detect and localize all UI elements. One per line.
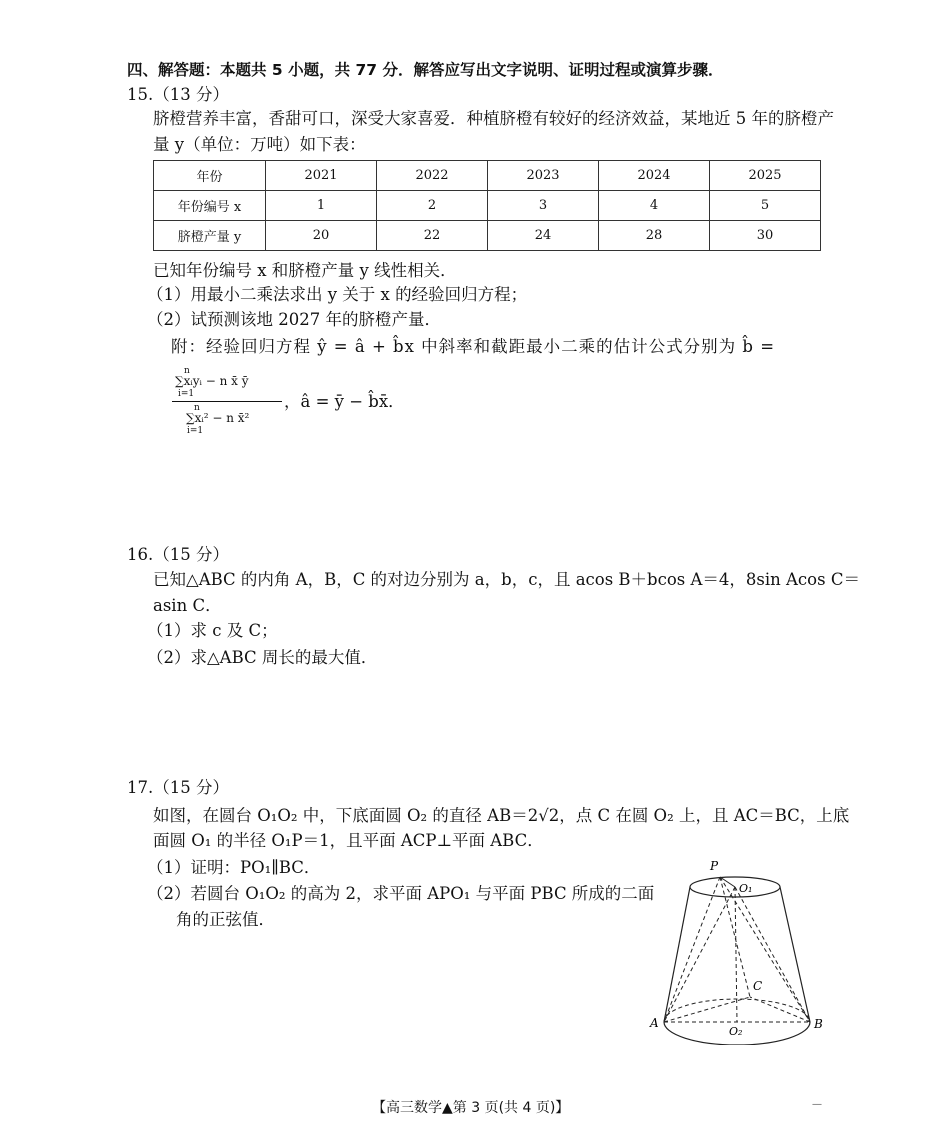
yield-cell: 28 bbox=[599, 221, 710, 251]
row-label-year: 年份 bbox=[154, 161, 266, 191]
q17-line1: 如图，在圆台 O₁O₂ 中，下底面圆 O₂ 的直径 AB＝2√2，点 C 在圆 O₂ 上，且 AC＝BC，上底 bbox=[153, 806, 850, 825]
q17-number: 17.（15 分） bbox=[127, 778, 229, 797]
label-a: A bbox=[650, 1016, 659, 1030]
q16-part2: （2）求△ABC 周长的最大值． bbox=[147, 648, 378, 667]
frustum-figure bbox=[640, 850, 840, 1045]
q16-number: 16.（15 分） bbox=[127, 545, 229, 564]
code-cell: 3 bbox=[488, 191, 599, 221]
code-cell: 4 bbox=[599, 191, 710, 221]
q17-part1: （1）证明：PO₁∥BC． bbox=[147, 858, 321, 877]
corner-mark: — bbox=[812, 1099, 822, 1110]
yield-cell: 30 bbox=[710, 221, 821, 251]
code-cell: 1 bbox=[266, 191, 377, 221]
q15-intro-1: 脐橙营养丰富，香甜可口，深受大家喜爱．种植脐橙有较好的经济效益，某地近 5 年的脐橙产 bbox=[153, 109, 834, 128]
section-title: 四、解答题：本题共 5 小题，共 77 分．解答应写出文字说明、证明过程或演算步骤． bbox=[127, 61, 724, 79]
yield-table bbox=[153, 160, 821, 251]
sum-bottom-num: i=1 bbox=[178, 389, 195, 399]
year-cell: 2024 bbox=[599, 161, 710, 191]
code-cell: 5 bbox=[710, 191, 821, 221]
q15-number: 15.（13 分） bbox=[127, 85, 229, 104]
label-c: C bbox=[753, 979, 763, 993]
label-b: B bbox=[814, 1017, 823, 1031]
right-generator bbox=[780, 887, 810, 1022]
q16-part1: （1）求 c 及 C； bbox=[147, 621, 278, 640]
formula-denominator: ∑xᵢ² − n x̄² bbox=[186, 411, 250, 425]
yield-cell: 22 bbox=[377, 221, 488, 251]
line-bc bbox=[750, 997, 810, 1022]
table-row-year bbox=[154, 161, 821, 191]
q17-part2b: 角的正弦值． bbox=[176, 910, 275, 929]
yield-cell: 20 bbox=[266, 221, 377, 251]
table-row-yield bbox=[154, 221, 821, 251]
left-generator bbox=[664, 887, 690, 1022]
formula-numerator: ∑xᵢyᵢ − n x̄ ȳ bbox=[175, 374, 249, 388]
line-pa bbox=[664, 877, 720, 1022]
code-cell: 2 bbox=[377, 191, 488, 221]
row-label-code: 年份编号 x bbox=[154, 191, 266, 221]
sum-bottom-den: i=1 bbox=[187, 426, 204, 436]
row-label-yield: 脐橙产量 y bbox=[154, 221, 266, 251]
q15-part2: （2）试预测该地 2027 年的脐橙产量． bbox=[147, 310, 441, 329]
axis-o1o2 bbox=[735, 887, 737, 1022]
page-footer: 【高三数学▲第 3 页(共 4 页)】 bbox=[372, 1100, 570, 1116]
line-pb bbox=[720, 877, 810, 1022]
fraction-bar bbox=[172, 401, 282, 402]
label-p: P bbox=[710, 859, 719, 873]
q15-intro-2: 量 y（单位：万吨）如下表： bbox=[153, 135, 366, 154]
yield-cell: 24 bbox=[488, 221, 599, 251]
sum-top-num: n bbox=[184, 366, 190, 376]
table-row-code bbox=[154, 191, 821, 221]
line-o1a bbox=[664, 887, 735, 1022]
year-cell: 2023 bbox=[488, 161, 599, 191]
q16-line1: 已知△ABC 的内角 A，B，C 的对边分别为 a，b，c，且 acos B＋bcos A＝4，8sin Acos C＝ bbox=[153, 570, 860, 589]
q15-appendix: 附：经验回归方程 ŷ = â + b̂x 中斜率和截距最小二乘的估计公式分别为 b̂ = bbox=[171, 337, 776, 356]
year-cell: 2022 bbox=[377, 161, 488, 191]
q15-known: 已知年份编号 x 和脐橙产量 y 线性相关． bbox=[153, 261, 457, 280]
label-o2: O₂ bbox=[729, 1025, 743, 1038]
q17-line2: 面圆 O₁ 的半径 O₁P＝1，且平面 ACP⊥平面 ABC． bbox=[153, 831, 544, 850]
q17-part2a: （2）若圆台 O₁O₂ 的高为 2，求平面 APO₁ 与平面 PBC 所成的二面 bbox=[147, 884, 655, 903]
formula-tail: ，â = ȳ − b̂x̄． bbox=[284, 392, 405, 411]
q16-line2: asin C． bbox=[153, 596, 222, 615]
q15-part1: （1）用最小二乘法求出 y 关于 x 的经验回归方程； bbox=[147, 285, 528, 304]
year-cell: 2025 bbox=[710, 161, 821, 191]
sum-top-den: n bbox=[194, 403, 200, 413]
year-cell: 2021 bbox=[266, 161, 377, 191]
label-o1: O₁ bbox=[739, 882, 753, 895]
